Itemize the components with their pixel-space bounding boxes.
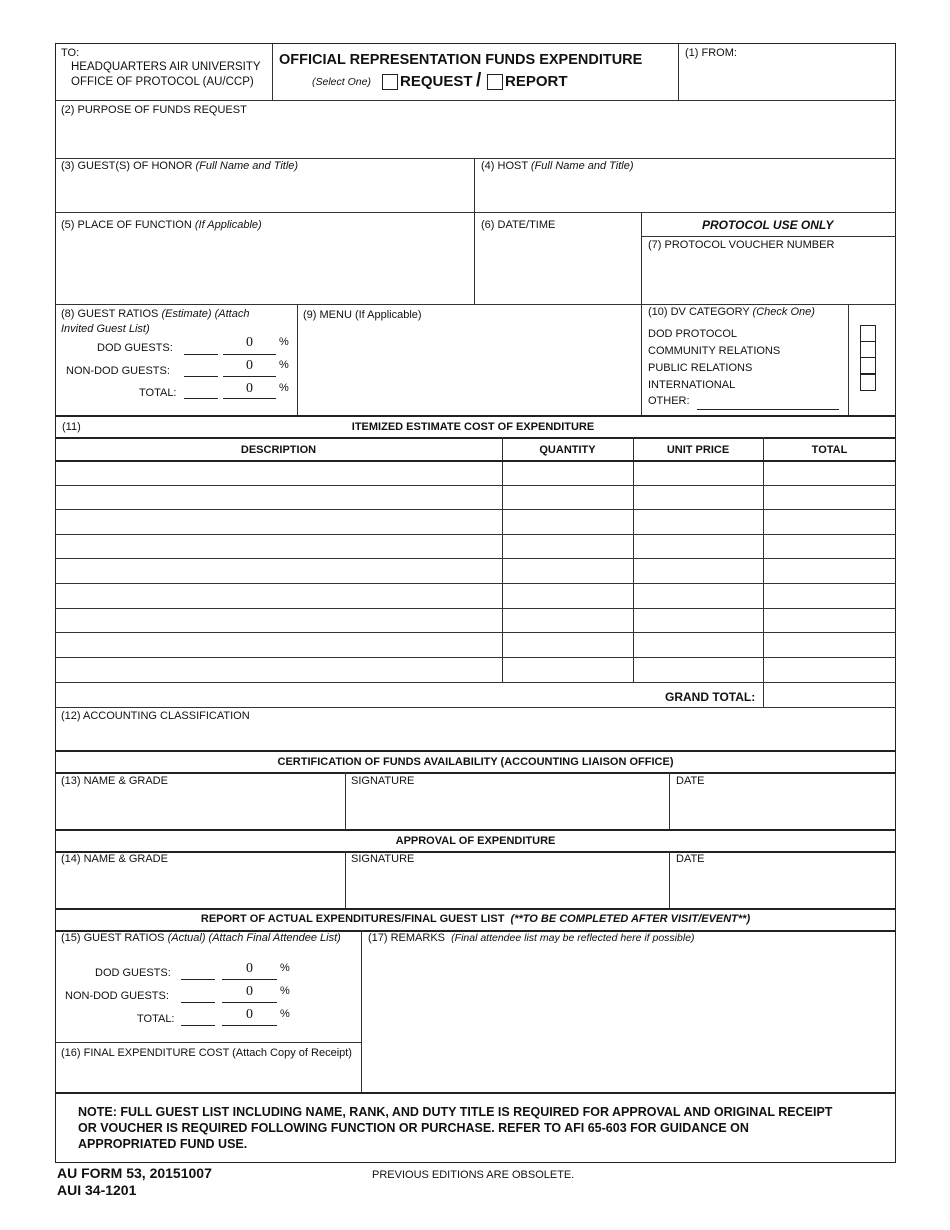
datetime-label: (6) DATE/TIME bbox=[481, 219, 556, 231]
instruction-ref: AUI 34-1201 bbox=[57, 1182, 137, 1198]
certification-signature-label: SIGNATURE bbox=[351, 775, 415, 787]
form-id: AU FORM 53, 20151007 bbox=[57, 1165, 212, 1181]
table-row[interactable] bbox=[55, 658, 896, 682]
grand-total-label: GRAND TOTAL: bbox=[665, 690, 756, 704]
approval-signature-field[interactable] bbox=[351, 870, 663, 902]
final-dod-guests-label: DOD GUESTS: bbox=[95, 967, 171, 979]
approval-date-field[interactable] bbox=[676, 870, 890, 902]
purpose-label: (2) PURPOSE OF FUNDS REQUEST bbox=[61, 104, 247, 116]
dv-category-label: (10) DV CATEGORY (Check One) bbox=[648, 306, 815, 318]
place-label: (5) PLACE OF FUNCTION (If Applicable) bbox=[61, 219, 262, 231]
dv-option-other: OTHER: bbox=[648, 395, 690, 407]
request-label: REQUEST bbox=[400, 73, 473, 90]
report-checkbox[interactable] bbox=[487, 74, 503, 90]
final-nondod-guests-label: NON-DOD GUESTS: bbox=[65, 990, 169, 1002]
accounting-field[interactable] bbox=[61, 726, 889, 748]
select-one-label: (Select One) bbox=[312, 76, 371, 88]
remarks-field[interactable] bbox=[368, 950, 890, 1086]
protocol-use-only-label: PROTOCOL USE ONLY bbox=[702, 218, 834, 232]
table-row[interactable] bbox=[55, 584, 896, 608]
column-description: DESCRIPTION bbox=[240, 444, 317, 456]
certification-date-label: DATE bbox=[676, 775, 705, 787]
dv-option-dod-protocol: DOD PROTOCOL bbox=[648, 328, 738, 340]
percent-sign: % bbox=[279, 359, 289, 371]
certification-signature-field[interactable] bbox=[351, 792, 663, 824]
to-line-1: HEADQUARTERS AIR UNIVERSITY bbox=[71, 61, 261, 73]
datetime-field[interactable] bbox=[481, 236, 636, 296]
dv-checkbox-international[interactable] bbox=[860, 374, 876, 391]
final-total-guests-value[interactable]: 0 bbox=[246, 1007, 253, 1022]
certification-name-label: (13) NAME & GRADE bbox=[61, 775, 168, 787]
place-field[interactable] bbox=[61, 236, 469, 296]
final-ratios-label: (15) GUEST RATIOS (Actual) (Attach Final Attendee List) bbox=[61, 932, 341, 944]
dv-checkbox-dod-protocol[interactable] bbox=[860, 325, 876, 342]
report-title: REPORT OF ACTUAL EXPENDITURES/FINAL GUEST LIST (**TO BE COMPLETED AFTER VISIT/EVENT**) bbox=[200, 913, 751, 925]
guests-of-honor-field[interactable] bbox=[61, 176, 469, 208]
dod-guests-label: DOD GUESTS: bbox=[97, 342, 173, 354]
final-nondod-guests-value[interactable]: 0 bbox=[246, 984, 253, 999]
approval-title: APPROVAL OF EXPENDITURE bbox=[395, 835, 556, 847]
percent-sign: % bbox=[280, 1008, 290, 1020]
guest-ratios-hint: Invited Guest List) bbox=[61, 323, 150, 335]
dv-option-community-relations: COMMUNITY RELATIONS bbox=[648, 345, 781, 357]
report-label: REPORT bbox=[505, 73, 568, 90]
remarks-label: (17) REMARKS (Final attendee list may be reflected here if possible) bbox=[368, 932, 695, 944]
grand-total-field[interactable] bbox=[767, 686, 891, 704]
itemized-title: ITEMIZED ESTIMATE COST OF EXPENDITURE bbox=[351, 421, 595, 433]
voucher-field[interactable] bbox=[648, 256, 890, 298]
from-field[interactable] bbox=[684, 62, 890, 96]
table-row[interactable] bbox=[55, 559, 896, 583]
approval-signature-label: SIGNATURE bbox=[351, 853, 415, 865]
purpose-field[interactable] bbox=[61, 120, 889, 154]
final-cost-field[interactable] bbox=[61, 1064, 356, 1088]
nondod-guests-label: NON-DOD GUESTS: bbox=[66, 365, 170, 377]
accounting-label: (12) ACCOUNTING CLASSIFICATION bbox=[61, 710, 250, 722]
menu-field[interactable] bbox=[303, 326, 636, 410]
form-title: OFFICIAL REPRESENTATION FUNDS EXPENDITURE bbox=[279, 52, 643, 68]
slash-separator: / bbox=[476, 70, 482, 91]
table-row[interactable] bbox=[55, 535, 896, 558]
itemized-number: (11) bbox=[62, 421, 81, 433]
certification-name-field[interactable] bbox=[61, 792, 339, 824]
host-field[interactable] bbox=[481, 176, 889, 208]
column-total: TOTAL bbox=[811, 444, 848, 456]
column-quantity: QUANTITY bbox=[539, 444, 596, 456]
table-row[interactable] bbox=[55, 510, 896, 534]
request-checkbox[interactable] bbox=[382, 74, 398, 90]
column-unit-price: UNIT PRICE bbox=[666, 444, 730, 456]
approval-date-label: DATE bbox=[676, 853, 705, 865]
final-total-guests-label: TOTAL: bbox=[137, 1013, 175, 1025]
certification-date-field[interactable] bbox=[676, 792, 890, 824]
table-row[interactable] bbox=[55, 609, 896, 632]
table-row[interactable] bbox=[55, 633, 896, 657]
table-row[interactable] bbox=[55, 461, 896, 485]
percent-sign: % bbox=[280, 985, 290, 997]
final-dod-guests-value[interactable]: 0 bbox=[246, 961, 253, 976]
dv-checkbox-community-relations[interactable] bbox=[860, 341, 876, 358]
percent-sign: % bbox=[279, 336, 289, 348]
host-label: (4) HOST (Full Name and Title) bbox=[481, 160, 634, 172]
to-label: TO: bbox=[61, 47, 80, 59]
percent-sign: % bbox=[280, 962, 290, 974]
final-cost-label: (16) FINAL EXPENDITURE COST (Attach Copy of Receipt) bbox=[61, 1047, 352, 1059]
note-text: NOTE: FULL GUEST LIST INCLUDING NAME, RANK, AND DUTY TITLE IS REQUIRED FOR APPROVAL AND ORIGINAL RECEIPT OR VOUCHER IS REQUIRED FOLLOWING FUNCTION OR PURCHASE. REFER TO AFI 65-603 FOR GUIDANCE ON APPROPRIATED FUND USE. bbox=[78, 1105, 833, 1151]
from-label: (1) FROM: bbox=[685, 47, 737, 59]
total-guests-label: TOTAL: bbox=[139, 387, 177, 399]
total-guests-value[interactable]: 0 bbox=[246, 381, 253, 396]
nondod-guests-value[interactable]: 0 bbox=[246, 358, 253, 373]
dv-option-international: INTERNATIONAL bbox=[648, 379, 736, 391]
dod-guests-value[interactable]: 0 bbox=[246, 335, 253, 350]
dv-checkbox-public-relations[interactable] bbox=[860, 357, 876, 374]
menu-label: (9) MENU (If Applicable) bbox=[303, 309, 422, 321]
percent-sign: % bbox=[279, 382, 289, 394]
approval-name-label: (14) NAME & GRADE bbox=[61, 853, 168, 865]
previous-editions-note: PREVIOUS EDITIONS ARE OBSOLETE. bbox=[372, 1169, 575, 1181]
to-line-2: OFFICE OF PROTOCOL (AU/CCP) bbox=[71, 76, 254, 88]
certification-title: CERTIFICATION OF FUNDS AVAILABILITY (ACCOUNTING LIAISON OFFICE) bbox=[277, 756, 674, 768]
voucher-label: (7) PROTOCOL VOUCHER NUMBER bbox=[648, 239, 835, 251]
guests-of-honor-label: (3) GUEST(S) OF HONOR (Full Name and Title) bbox=[61, 160, 299, 172]
dv-option-public-relations: PUBLIC RELATIONS bbox=[648, 362, 753, 374]
guest-ratios-label: (8) GUEST RATIOS (Estimate) (Attach bbox=[61, 308, 250, 320]
table-row[interactable] bbox=[55, 486, 896, 509]
approval-name-field[interactable] bbox=[61, 870, 339, 902]
